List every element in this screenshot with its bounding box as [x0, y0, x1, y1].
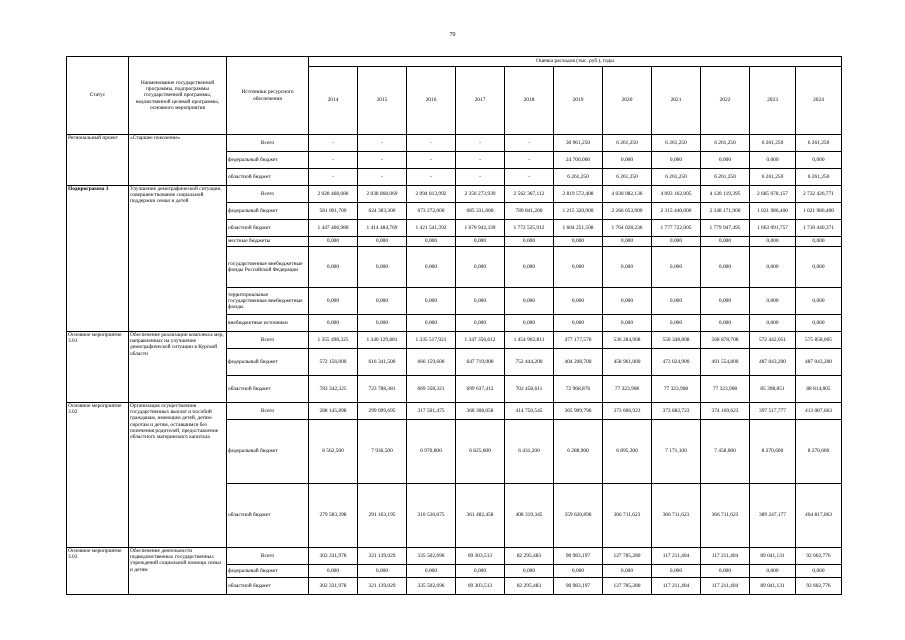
- value-cell: 317 501,475: [407, 403, 456, 420]
- value-cell: 0,000: [505, 237, 554, 247]
- value-cell: 8 270,600: [796, 420, 842, 484]
- row-program-name: Обеспечение реализации комплекса мер, направленных на улучшение демографической ситуации в Курской области: [129, 332, 227, 403]
- value-cell: 0,000: [358, 288, 407, 315]
- source-cell: областной бюджет: [227, 169, 309, 186]
- value-cell: 0,000: [701, 288, 750, 315]
- value-cell: -: [456, 169, 505, 186]
- value-cell: -: [358, 135, 407, 152]
- table-row: [67, 186, 842, 203]
- value-cell: 72 968,876: [554, 376, 603, 403]
- value-cell: 90 983,197: [554, 548, 603, 565]
- value-cell: 404 208,700: [554, 349, 603, 376]
- value-cell: 1 779 947,495: [701, 220, 750, 237]
- value-cell: 127 785,280: [603, 578, 652, 595]
- value-cell: 666 159,600: [407, 349, 456, 376]
- value-cell: 291 163,195: [358, 484, 407, 548]
- value-cell: 0,000: [652, 565, 701, 578]
- value-cell: 685 331,600: [456, 203, 505, 220]
- value-cell: 0,000: [358, 247, 407, 288]
- value-cell: 1 447 466,980: [309, 220, 358, 237]
- value-cell: 1 215 320,900: [554, 203, 603, 220]
- value-cell: -: [309, 152, 358, 169]
- value-cell: -: [309, 169, 358, 186]
- value-cell: 310 530,675: [407, 484, 456, 548]
- value-cell: 321 139,029: [358, 578, 407, 595]
- header-year: 2018: [505, 67, 554, 135]
- value-cell: 89 041,131: [750, 578, 796, 595]
- source-cell: Всего: [227, 186, 309, 203]
- value-cell: 0,000: [603, 237, 652, 247]
- table-row: [67, 548, 842, 565]
- value-cell: 2 819 572,408: [554, 186, 603, 203]
- value-cell: 414 750,545: [505, 403, 554, 420]
- source-cell: областной бюджет: [227, 376, 309, 403]
- header-year: 2024: [796, 67, 842, 135]
- value-cell: 0,000: [750, 565, 796, 578]
- value-cell: 0,000: [603, 565, 652, 578]
- value-cell: 487 043,200: [796, 349, 842, 376]
- value-cell: 404 817,063: [796, 484, 842, 548]
- source-cell: федеральный бюджет: [227, 349, 309, 376]
- header-year: 2017: [456, 67, 505, 135]
- table-row: [67, 332, 842, 349]
- value-cell: 0,000: [309, 565, 358, 578]
- value-cell: 1 777 722,005: [652, 220, 701, 237]
- value-cell: 1 764 028,236: [603, 220, 652, 237]
- source-cell: внебюджетные источники: [227, 315, 309, 332]
- value-cell: 302 331,978: [309, 548, 358, 565]
- header-status: Статус: [67, 57, 129, 135]
- value-cell: 477 177,576: [554, 332, 603, 349]
- value-cell: 82 295,483: [505, 578, 554, 595]
- value-cell: 0,000: [796, 247, 842, 288]
- value-cell: 2 315 440,000: [652, 203, 701, 220]
- source-cell: федеральный бюджет: [227, 565, 309, 578]
- value-cell: 335 502,696: [407, 578, 456, 595]
- source-cell: территориальные государственные внебюджетные фонды: [227, 288, 309, 315]
- value-cell: 1 414 484,769: [358, 220, 407, 237]
- value-cell: 0,000: [796, 152, 842, 169]
- value-cell: 69 303,513: [456, 578, 505, 595]
- value-cell: 0,000: [309, 247, 358, 288]
- value-cell: 117 211,404: [701, 548, 750, 565]
- value-cell: 2 094 813,992: [407, 186, 456, 203]
- value-cell: 374 169,623: [701, 403, 750, 420]
- value-cell: 1 604 251,508: [554, 220, 603, 237]
- value-cell: 0,000: [358, 565, 407, 578]
- value-cell: 0,000: [796, 288, 842, 315]
- value-cell: 373 606,923: [603, 403, 652, 420]
- header-year: 2019: [554, 67, 603, 135]
- value-cell: 302 331,978: [309, 578, 358, 595]
- value-cell: 568 878,708: [701, 332, 750, 349]
- value-cell: 0,000: [407, 315, 456, 332]
- value-cell: 0,000: [701, 237, 750, 247]
- value-cell: 366 711,623: [652, 484, 701, 548]
- value-cell: 413 087,663: [796, 403, 842, 420]
- value-cell: 90 983,197: [554, 578, 603, 595]
- value-cell: 77 323,908: [701, 376, 750, 403]
- value-cell: 6 261,250: [796, 169, 842, 186]
- value-cell: 1 021 986,400: [796, 203, 842, 220]
- row-status: Подпрограмма 3: [67, 186, 129, 332]
- value-cell: 2 028 468,680: [309, 186, 358, 203]
- budget-table: [66, 56, 842, 595]
- value-cell: 0,000: [750, 247, 796, 288]
- value-cell: 0,000: [554, 247, 603, 288]
- value-cell: 0,000: [407, 288, 456, 315]
- value-cell: -: [358, 152, 407, 169]
- value-cell: 89 041,131: [750, 548, 796, 565]
- value-cell: 6 288,900: [554, 420, 603, 484]
- value-cell: 0,000: [750, 152, 796, 169]
- value-cell: 408 319,345: [505, 484, 554, 548]
- value-cell: 77 323,908: [652, 376, 701, 403]
- row-status: Региональный проект: [67, 135, 129, 186]
- value-cell: 92 602,776: [796, 578, 842, 595]
- value-cell: 0,000: [505, 315, 554, 332]
- value-cell: 279 583,398: [309, 484, 358, 548]
- value-cell: 92 602,776: [796, 548, 842, 565]
- value-cell: 288 145,898: [309, 403, 358, 420]
- value-cell: 1 421 541,392: [407, 220, 456, 237]
- value-cell: 0,000: [554, 565, 603, 578]
- value-cell: 321 139,029: [358, 548, 407, 565]
- value-cell: 6 261,250: [701, 169, 750, 186]
- value-cell: 1 335 517,921: [407, 332, 456, 349]
- row-status: Основное мероприятие 3.01: [67, 332, 129, 403]
- value-cell: 117 211,404: [701, 578, 750, 595]
- value-cell: -: [505, 169, 554, 186]
- value-cell: 699 637,412: [456, 376, 505, 403]
- value-cell: 0,000: [456, 315, 505, 332]
- value-cell: 0,000: [603, 288, 652, 315]
- row-program-name: «Старшее поколение»: [129, 135, 227, 186]
- value-cell: -: [505, 135, 554, 152]
- value-cell: 0,000: [456, 565, 505, 578]
- value-cell: 0,000: [554, 288, 603, 315]
- value-cell: 572 156,000: [309, 349, 358, 376]
- value-cell: 389 247,177: [750, 484, 796, 548]
- header-program-name: Наименование государственной программы, подпрограммы государственной программы, ведомственной целевой программы, основного мероприятия: [129, 57, 227, 135]
- value-cell: 6 261,250: [750, 135, 796, 152]
- value-cell: 366 711,623: [603, 484, 652, 548]
- value-cell: 0,000: [505, 247, 554, 288]
- value-cell: 1 710 440,371: [796, 220, 842, 237]
- value-cell: 117 211,404: [652, 578, 701, 595]
- source-cell: государственные внебюджетные фонды Российской Федерации: [227, 247, 309, 288]
- value-cell: 0,000: [505, 288, 554, 315]
- value-cell: 1 347 356,612: [456, 332, 505, 349]
- value-cell: 0,000: [652, 152, 701, 169]
- header-estimate: Оценка расходов (тыс. руб.), годы: [309, 57, 842, 67]
- value-cell: 2 038 868,069: [358, 186, 407, 203]
- value-cell: 572 442,051: [750, 332, 796, 349]
- value-cell: 473 024,900: [652, 349, 701, 376]
- row-status: Основное мероприятие 3.02: [67, 403, 129, 548]
- value-cell: 458 961,000: [603, 349, 652, 376]
- value-cell: 0,000: [407, 565, 456, 578]
- value-cell: 6 261,250: [603, 169, 652, 186]
- value-cell: 0,000: [652, 288, 701, 315]
- value-cell: 6 261,250: [603, 135, 652, 152]
- value-cell: 0,000: [554, 315, 603, 332]
- value-cell: 0,000: [750, 315, 796, 332]
- value-cell: 487 043,200: [750, 349, 796, 376]
- value-cell: 0,000: [652, 315, 701, 332]
- value-cell: 6 261,250: [652, 169, 701, 186]
- value-cell: 575 858,005: [796, 332, 842, 349]
- value-cell: 2 356 273,939: [456, 186, 505, 203]
- value-cell: 7 171,100: [652, 420, 701, 484]
- source-cell: областной бюджет: [227, 220, 309, 237]
- value-cell: 581 001,700: [309, 203, 358, 220]
- source-cell: местные бюджеты: [227, 237, 309, 247]
- value-cell: 0,000: [309, 237, 358, 247]
- value-cell: 0,000: [456, 247, 505, 288]
- value-cell: 368 308,058: [456, 403, 505, 420]
- value-cell: 783 342,325: [309, 376, 358, 403]
- header-sources: Источники ресурсного обеспечения: [227, 57, 309, 135]
- value-cell: -: [309, 135, 358, 152]
- value-cell: 669 358,321: [407, 376, 456, 403]
- value-cell: 0,000: [358, 237, 407, 247]
- value-cell: 0,000: [701, 315, 750, 332]
- source-cell: федеральный бюджет: [227, 152, 309, 169]
- source-cell: Всего: [227, 332, 309, 349]
- source-cell: областной бюджет: [227, 578, 309, 595]
- header-year: 2016: [407, 67, 456, 135]
- value-cell: 789 841,200: [505, 203, 554, 220]
- value-cell: 4 030 082,136: [603, 186, 652, 203]
- value-cell: 4 093 162,005: [652, 186, 701, 203]
- value-cell: 491 554,800: [701, 349, 750, 376]
- value-cell: 550 348,808: [652, 332, 701, 349]
- value-cell: 723 788,381: [358, 376, 407, 403]
- value-cell: 0,000: [796, 237, 842, 247]
- header-year: 2014: [309, 67, 358, 135]
- value-cell: 0,000: [603, 152, 652, 169]
- value-cell: 8 270,600: [750, 420, 796, 484]
- header-year: 2020: [603, 67, 652, 135]
- value-cell: 0,000: [701, 565, 750, 578]
- value-cell: 359 620,896: [554, 484, 603, 548]
- value-cell: -: [505, 152, 554, 169]
- value-cell: 0,000: [750, 288, 796, 315]
- value-cell: -: [456, 152, 505, 169]
- value-cell: 1 663 091,757: [750, 220, 796, 237]
- value-cell: 752 444,200: [505, 349, 554, 376]
- value-cell: 88 814,805: [796, 376, 842, 403]
- value-cell: 366 711,623: [701, 484, 750, 548]
- header-year: 2015: [358, 67, 407, 135]
- row-program-name: Обеспечение деятельности подведомственных государственных учреждений социальной помощи семьи и детям: [129, 548, 227, 595]
- value-cell: 30 961,250: [554, 135, 603, 152]
- value-cell: 335 502,696: [407, 548, 456, 565]
- value-cell: 6 261,250: [652, 135, 701, 152]
- value-cell: 6 825,600: [456, 420, 505, 484]
- row-program-name: Улучшение демографической ситуации, совершенствование социальной поддержки семьи и детей: [129, 186, 227, 332]
- value-cell: 2 685 078,157: [750, 186, 796, 203]
- value-cell: 299 099,695: [358, 403, 407, 420]
- value-cell: 397 517,777: [750, 403, 796, 420]
- value-cell: 373 882,723: [652, 403, 701, 420]
- value-cell: -: [407, 169, 456, 186]
- value-cell: -: [407, 152, 456, 169]
- value-cell: 624 383,300: [358, 203, 407, 220]
- value-cell: 1 670 942,339: [456, 220, 505, 237]
- source-cell: Всего: [227, 135, 309, 152]
- value-cell: 0,000: [456, 237, 505, 247]
- value-cell: 0,000: [603, 315, 652, 332]
- value-cell: 1 340 129,881: [358, 332, 407, 349]
- table-row: [67, 403, 842, 420]
- row-status: Основное мероприятие 3.03: [67, 548, 129, 595]
- value-cell: 0,000: [358, 315, 407, 332]
- value-cell: 8 562,500: [309, 420, 358, 484]
- value-cell: 702 458,611: [505, 376, 554, 403]
- value-cell: 0,000: [603, 247, 652, 288]
- value-cell: 0,000: [796, 565, 842, 578]
- value-cell: 24 700,000: [554, 152, 603, 169]
- row-program-name: Организация осуществления государственных выплат и пособий гражданам, имеющим детей, детям-сиротам и детям, оставшимся без попечения родителей, предоставление областного материнского капитала: [129, 403, 227, 548]
- value-cell: 0,000: [750, 237, 796, 247]
- value-cell: 0,000: [701, 247, 750, 288]
- value-cell: 127 785,280: [603, 548, 652, 565]
- value-cell: 77 323,908: [603, 376, 652, 403]
- value-cell: 6 970,800: [407, 420, 456, 484]
- value-cell: 0,000: [505, 565, 554, 578]
- source-cell: областной бюджет: [227, 484, 309, 548]
- value-cell: 6 261,250: [750, 169, 796, 186]
- value-cell: 361 482,458: [456, 484, 505, 548]
- value-cell: 69 303,513: [456, 548, 505, 565]
- value-cell: 2 732 426,771: [796, 186, 842, 203]
- value-cell: 2 562 367,112: [505, 186, 554, 203]
- value-cell: 117 211,404: [652, 548, 701, 565]
- value-cell: 7 458,000: [701, 420, 750, 484]
- value-cell: 1 021 986,400: [750, 203, 796, 220]
- value-cell: 2 348 171,900: [701, 203, 750, 220]
- table-row: [67, 135, 842, 152]
- value-cell: 0,000: [407, 237, 456, 247]
- value-cell: -: [407, 135, 456, 152]
- source-cell: Всего: [227, 403, 309, 420]
- value-cell: 0,000: [796, 315, 842, 332]
- value-cell: 6 261,250: [701, 135, 750, 152]
- value-cell: 0,000: [407, 247, 456, 288]
- value-cell: 616 341,500: [358, 349, 407, 376]
- header-year: 2023: [750, 67, 796, 135]
- value-cell: 4 128 119,395: [701, 186, 750, 203]
- value-cell: 1 454 902,811: [505, 332, 554, 349]
- value-cell: 6 431,200: [505, 420, 554, 484]
- source-cell: Всего: [227, 548, 309, 565]
- page-number: 70: [449, 32, 456, 38]
- value-cell: 0,000: [652, 247, 701, 288]
- value-cell: 536 284,908: [603, 332, 652, 349]
- value-cell: 6 261,250: [796, 135, 842, 152]
- value-cell: 365 909,796: [554, 403, 603, 420]
- value-cell: 1 772 525,912: [505, 220, 554, 237]
- value-cell: 0,000: [652, 237, 701, 247]
- value-cell: 0,000: [456, 288, 505, 315]
- value-cell: 82 295,483: [505, 548, 554, 565]
- value-cell: 85 398,851: [750, 376, 796, 403]
- source-cell: федеральный бюджет: [227, 203, 309, 220]
- source-cell: федеральный бюджет: [227, 420, 309, 484]
- value-cell: 1 355 498,325: [309, 332, 358, 349]
- value-cell: 0,000: [554, 237, 603, 247]
- value-cell: 6 261,250: [554, 169, 603, 186]
- value-cell: 6 895,300: [603, 420, 652, 484]
- value-cell: 2 266 053,900: [603, 203, 652, 220]
- value-cell: -: [358, 169, 407, 186]
- value-cell: 7 936,500: [358, 420, 407, 484]
- value-cell: 0,000: [309, 315, 358, 332]
- header-year: 2021: [652, 67, 701, 135]
- value-cell: 673 272,600: [407, 203, 456, 220]
- header-year: 2022: [701, 67, 750, 135]
- value-cell: 0,000: [309, 288, 358, 315]
- value-cell: -: [456, 135, 505, 152]
- value-cell: 0,000: [701, 152, 750, 169]
- value-cell: 647 719,000: [456, 349, 505, 376]
